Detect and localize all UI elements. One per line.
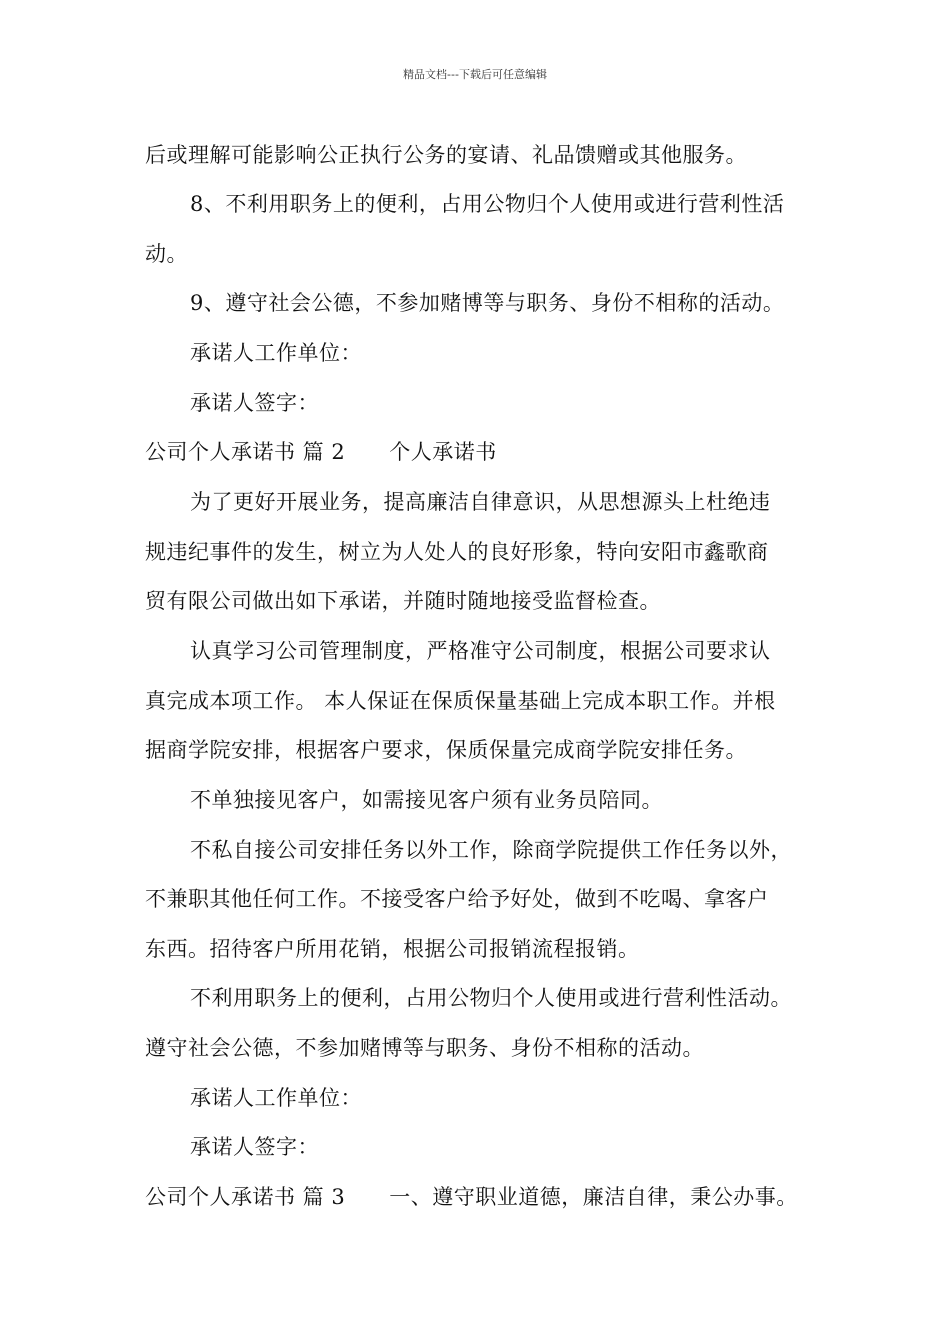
section-heading-2 [145,436,497,466]
paragraph-line: 认真学习公司管理制度，严格准守公司制度，根据公司要求认 [190,639,771,663]
paragraph-line: 8、不利用职务上的便利，占用公物归个人使用或进行营利性活 [190,192,785,216]
section-label: 公司个人承诺书 篇 2 [145,440,346,464]
section-title: 一、遵守职业道德，廉洁自律，秉公办事。 [389,1185,798,1209]
section-label: 公司个人承诺书 篇 3 [145,1185,346,1209]
paragraph-line: 为了更好开展业务，提高廉洁自律意识，从思想源头上杜绝违 [190,490,771,514]
paragraph-line: 不兼职其他任何工作。不接受客户给予好处，做到不吃喝、拿客户 [145,887,769,911]
paragraph-line: 后或理解可能影响公正执行公务的宴请、礼品馈赠或其他服务。 [145,143,747,167]
paragraph-line: 不利用职务上的便利，占用公物归个人使用或进行营利性活动。 [190,986,792,1010]
signature-label: 承诺人签字： [190,391,319,415]
section-title: 个人承诺书 [389,440,497,464]
signature-unit-label: 承诺人工作单位： [190,1086,362,1110]
paragraph-line: 贸有限公司做出如下承诺，并随时随地接受监督检查。 [145,589,661,613]
page-header: 精品文档---下载后可任意编辑 [403,68,547,81]
paragraph-line: 9、遵守社会公德，不参加赌博等与职务、身份不相称的活动。 [190,291,785,315]
signature-unit-label: 承诺人工作单位： [190,341,362,365]
signature-label: 承诺人签字： [190,1135,319,1159]
paragraph-line: 不私自接公司安排任务以外工作，除商学院提供工作任务以外， [190,838,792,862]
paragraph-line: 遵守社会公德，不参加赌博等与职务、身份不相称的活动。 [145,1036,704,1060]
paragraph-line: 东西。招待客户所用花销，根据公司报销流程报销。 [145,937,640,961]
paragraph-line: 真完成本项工作。 本人保证在保质保量基础上完成本职工作。并根 [145,689,776,713]
section-heading-3 [145,1181,798,1211]
paragraph-line: 据商学院安排，根据客户要求，保质保量完成商学院安排任务。 [145,738,747,762]
paragraph-line: 规违纪事件的发生，树立为人处人的良好形象，特向安阳市鑫歌商 [145,540,769,564]
paragraph-line: 不单独接见客户，如需接见客户须有业务员陪同。 [190,788,663,812]
paragraph-line: 动。 [145,242,188,266]
